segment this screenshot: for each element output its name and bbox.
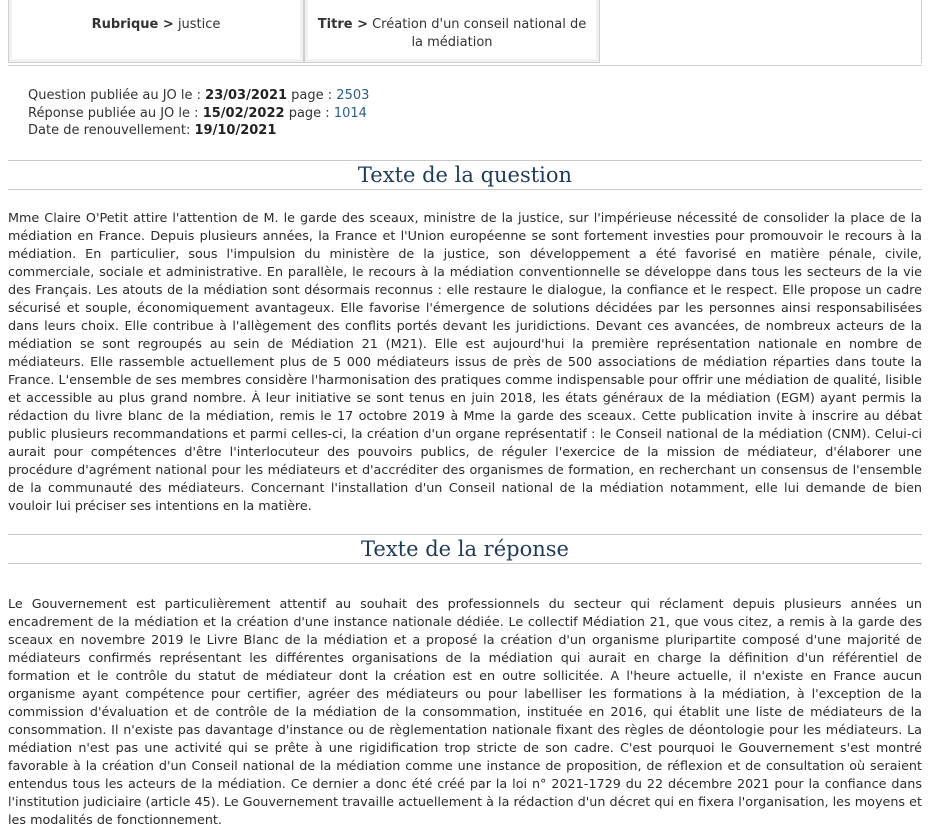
reponse-publication-line xyxy=(28,105,369,123)
question-publication-line xyxy=(28,87,369,105)
rubrique-label: Rubrique > xyxy=(91,17,174,32)
renouvellement-line xyxy=(28,122,369,140)
reponse-text: Le Gouvernement est particulièrement attentif au souhait des professionnels du secteur qui réclament depuis plusieurs années un encadrement de la médiation et la création d'une instance nationale dédiée. Le collectif Médiation 21, que vous citez, a remis à la garde des sceaux en novembre 2019 le Livre Blanc de la médiation et a proposé la création d'un organisme pluripartite composé d'une majorité de médiateurs confirmés représentant les différentes organisations de la médiation qui aurait en charge la définition d'un référentiel de formation et le contrôle du statut de médiateur dont la création est en outre sollicitée. A l'heure actuelle, il n'existe en France aucun organisme ayant compétence pour certifier, agréer des médiateurs ou pour labelliser les formations à la médiation, à l'exception de la commission d'évaluation et de contrôle de la médiation de la consommation, instituée en 2016, qui établit une liste de médiateurs de la consommation. Il n'existe pas davantage d'instance ou de règlementation nationale fixant des règles de déontologie pour les médiateurs. La médiation n'est pas une activité qui se prête à une rigidification trop stricte de son cadre. C'est pourquoi le Gouvernement s'est montré favorable à la création d'un Conseil national de la médiation comme une instance de proposition, de réflexion et de consultation où seraient entendus tous les acteurs de la médiation. Ce dernier a donc été créé par la loi n° 2021-1729 du 22 décembre 2021 pour la confiance dans l'institution judiciaire (article 45). Le Gouvernement travaille actuellement à la rédaction d'un décret qui en fixera l'organisation, les moyens et les modalités de fonctionnement. xyxy=(8,597,922,828)
reponse-published-label: Réponse publiée au JO le : xyxy=(28,105,199,121)
reponse-page-link[interactable]: 1014 xyxy=(333,105,367,121)
rubrique-value: justice xyxy=(177,17,221,32)
empty-cell xyxy=(600,0,922,63)
renouvellement-label: Date de renouvellement: xyxy=(28,123,191,138)
renouvellement-date: 19/10/2021 xyxy=(194,123,277,138)
reponse-page-label: page : xyxy=(288,105,330,121)
titre-value: Création d'un conseil national de la médiation xyxy=(372,17,587,50)
reponse-heading: Texte de la réponse xyxy=(8,534,922,564)
publication-meta xyxy=(28,87,369,140)
question-published-date: 23/03/2021 xyxy=(205,88,288,103)
question-page-link[interactable]: 2503 xyxy=(336,88,370,103)
question-heading: Texte de la question xyxy=(8,160,922,190)
info-table xyxy=(8,0,922,66)
question-page-label: page : xyxy=(291,88,333,103)
titre-label: Titre > xyxy=(317,17,368,32)
rubrique-cell xyxy=(8,0,304,63)
titre-cell xyxy=(304,0,600,63)
reponse-published-date: 15/02/2022 xyxy=(202,105,285,121)
question-text: Mme Claire O'Petit attire l'attention de M. le garde des sceaux, ministre de la justice, sur l'impérieuse nécessité de consolider la place de la médiation en France. Depuis plusieurs années, la France et l'Union européenne se sont fortement investies pour promouvoir le recours à la médiation. En particulier, sous l'impulsion du ministère de la justice, son développement a été favorisé en matière pénale, civile, commerciale, sociale et administrative. En parallèle, le recours à la médiation conventionnelle se développe dans tous les secteurs de la vie des Français. Les atouts de la médiation sont désormais reconnus : elle restaure le dialogue, la confiance et le respect. Elle propose un cadre sécurisé et souple, économiquement avantageux. Elle favorise l'émergence de solutions décidées par les personnes ainsi responsabilisées dans leurs choix. Elle contribue à l'allègement des conflits portés devant les juridictions. Devant ces avancées, de nombreux acteurs de la médiation se sont regroupés au sein de Médiation 21 (M21). Elle est aujourd'hui la première représentation nationale en nombre de médiateurs. Elle rassemble actuellement plus de 5 000 médiateurs issus de près de 500 associations de médiation réparties dans toute la France. L'ensemble de ses membres considère l'harmonisation des pratiques comme indispensable pour offrir une médiation de qualité, lisible et accessible au plus grand nombre. À leur initiative se sont tenus en juin 2018, les états généraux de la médiation (EGM) ayant permis la rédaction du livre blanc de la médiation, remis le 17 octobre 2019 à Mme la garde des sceaux. Cette publication invite à inscrire au débat public plusieurs recommandations et parmi celles-ci, la création d'un organe représentatif : le Conseil national de la médiation (CNM). Celui-ci aurait pour compétences d'être l'interlocuteur des pouvoirs publics, de réguler l'exercice de la mission de médiateur, d'élaborer une procédure d'agrément national pour les médiateurs et d'accréditer des organismes de formation, en recherchant un consensus de l'ensemble de la communauté des médiateurs. Concernant l'installation d'un Conseil national de la médiation notamment, elle lui demande de bien vouloir lui préciser ses intentions en la matière. xyxy=(8,211,922,514)
question-published-label: Question publiée au JO le : xyxy=(28,88,202,103)
